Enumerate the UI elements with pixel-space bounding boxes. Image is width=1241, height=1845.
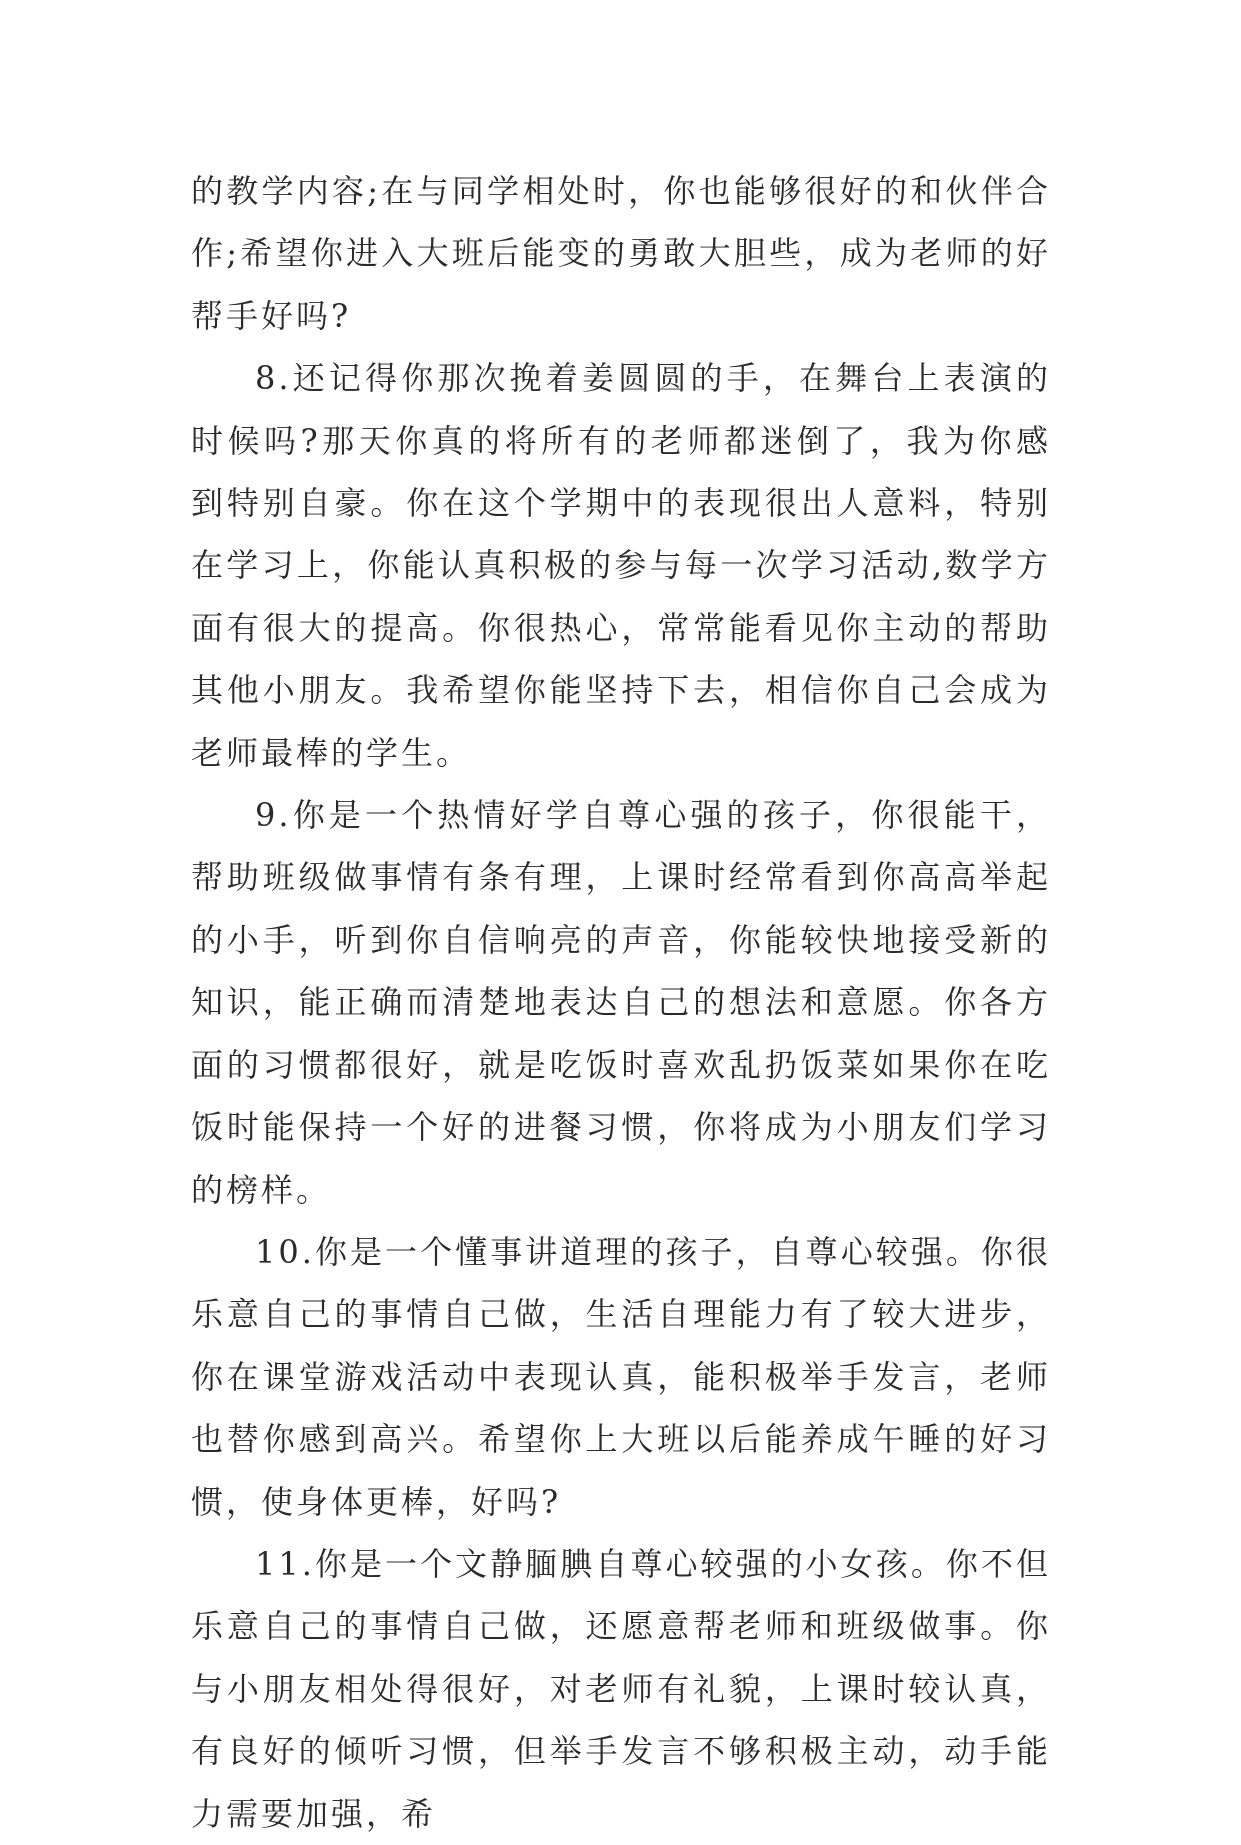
document-body xyxy=(191,160,1051,1845)
paragraph-continuation: 的教学内容;在与同学相处时，你也能够很好的和伙伴合作;希望你进入大班后能变的勇敢大胆些，成为老师的好帮手好吗? xyxy=(191,172,1051,335)
paragraph-item-8: 8.还记得你那次挽着姜圆圆的手，在舞台上表演的时候吗?那天你真的将所有的老师都迷倒了，我为你感到特别自豪。你在这个学期中的表现很出人意料，特别在学习上，你能认真积极的参与每一次学习活动,数学方面有很大的提高。你很热心，常常能看见你主动的帮助其他小朋友。我希望你能坚持下去，相信你自己会成为老师最棒的学生。 xyxy=(191,359,1051,772)
paragraph-item-10: 10.你是一个懂事讲道理的孩子，自尊心较强。你很乐意自己的事情自己做，生活自理能力有了较大进步，你在课堂游戏活动中表现认真，能积极举手发言，老师也替你感到高兴。希望你上大班以后能养成午睡的好习惯，使身体更棒，好吗? xyxy=(191,1232,1051,1521)
paragraph-item-11: 11.你是一个文静腼腆自尊心较强的小女孩。你不但乐意自己的事情自己做，还愿意帮老师和班级做事。你与小朋友相处得很好，对老师有礼貌，上课时较认真，有良好的倾听习惯，但举手发言不够积极主动，动手能力需要加强，希 xyxy=(191,1544,1051,1833)
paragraph-item-9: 9.你是一个热情好学自尊心强的孩子，你很能干，帮助班级做事情有条有理，上课时经常看到你高高举起的小手，听到你自信响亮的声音，你能较快地接受新的知识，能正确而清楚地表达自己的想法和意愿。你各方面的习惯都很好，就是吃饭时喜欢乱扔饭菜如果你在吃饭时能保持一个好的进餐习惯，你将成为小朋友们学习的榜样。 xyxy=(191,796,1051,1209)
